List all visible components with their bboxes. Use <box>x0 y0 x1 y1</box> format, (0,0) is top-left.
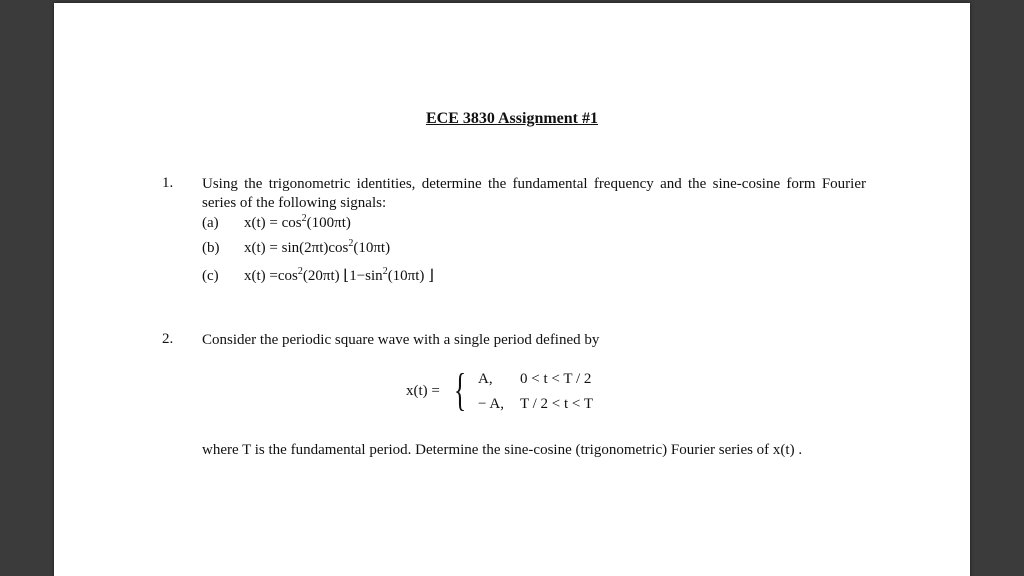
item-a-rhs: (100πt) <box>306 215 351 231</box>
item-a-lhs: x(t) = cos <box>244 215 302 231</box>
piecewise-row-1-value: A, <box>478 371 493 387</box>
item-c-lhs: x(t) =cos <box>244 268 298 284</box>
piecewise-row-1 <box>478 371 591 388</box>
piecewise-lhs: x(t) = <box>406 383 440 399</box>
question-1-number: 1. <box>162 175 174 191</box>
question-1-item-a <box>202 215 351 232</box>
question-2-number: 2. <box>162 331 174 347</box>
item-c-exponent: 2 <box>297 266 303 277</box>
piecewise-row-2-condition: T / 2 < t < T <box>520 396 594 412</box>
item-c-mid: (20πt) ⌊1−sin <box>302 268 383 284</box>
item-c-label: (c) <box>202 268 219 284</box>
piecewise-definition <box>406 364 646 418</box>
piecewise-row-1-condition: 0 < t < T / 2 <box>520 371 592 387</box>
question-1-item-c <box>202 266 434 285</box>
item-b-rhs: (10πt) <box>353 240 391 256</box>
document-page <box>54 3 970 576</box>
question-1-text: Using the trigonometric identities, determine the fundamental frequency and the sine-cosine form Fourier series of the following signals: <box>202 176 866 211</box>
question-2-followup-text: where T is the fundamental period. Determine the sine-cosine (trigonometric) Fourier series of x(t) . <box>202 442 803 458</box>
item-b-exponent: 2 <box>348 238 354 249</box>
piecewise-row-2-value: − A, <box>478 396 504 412</box>
item-b-label: (b) <box>202 240 220 256</box>
piecewise-row-2 <box>478 396 593 413</box>
item-b-lhs: x(t) = sin(2πt)cos <box>244 240 349 256</box>
piecewise-brace: { <box>454 364 467 415</box>
item-a-label: (a) <box>202 215 219 231</box>
item-a-exponent: 2 <box>301 213 307 224</box>
question-1-item-b <box>202 240 390 257</box>
item-c-rhs: (10πt) ⌋ <box>387 268 435 284</box>
question-2-text: Consider the periodic square wave with a single period defined by <box>202 332 600 348</box>
assignment-title: ECE 3830 Assignment #1 <box>425 110 599 127</box>
item-c-exponent-2: 2 <box>382 266 388 277</box>
